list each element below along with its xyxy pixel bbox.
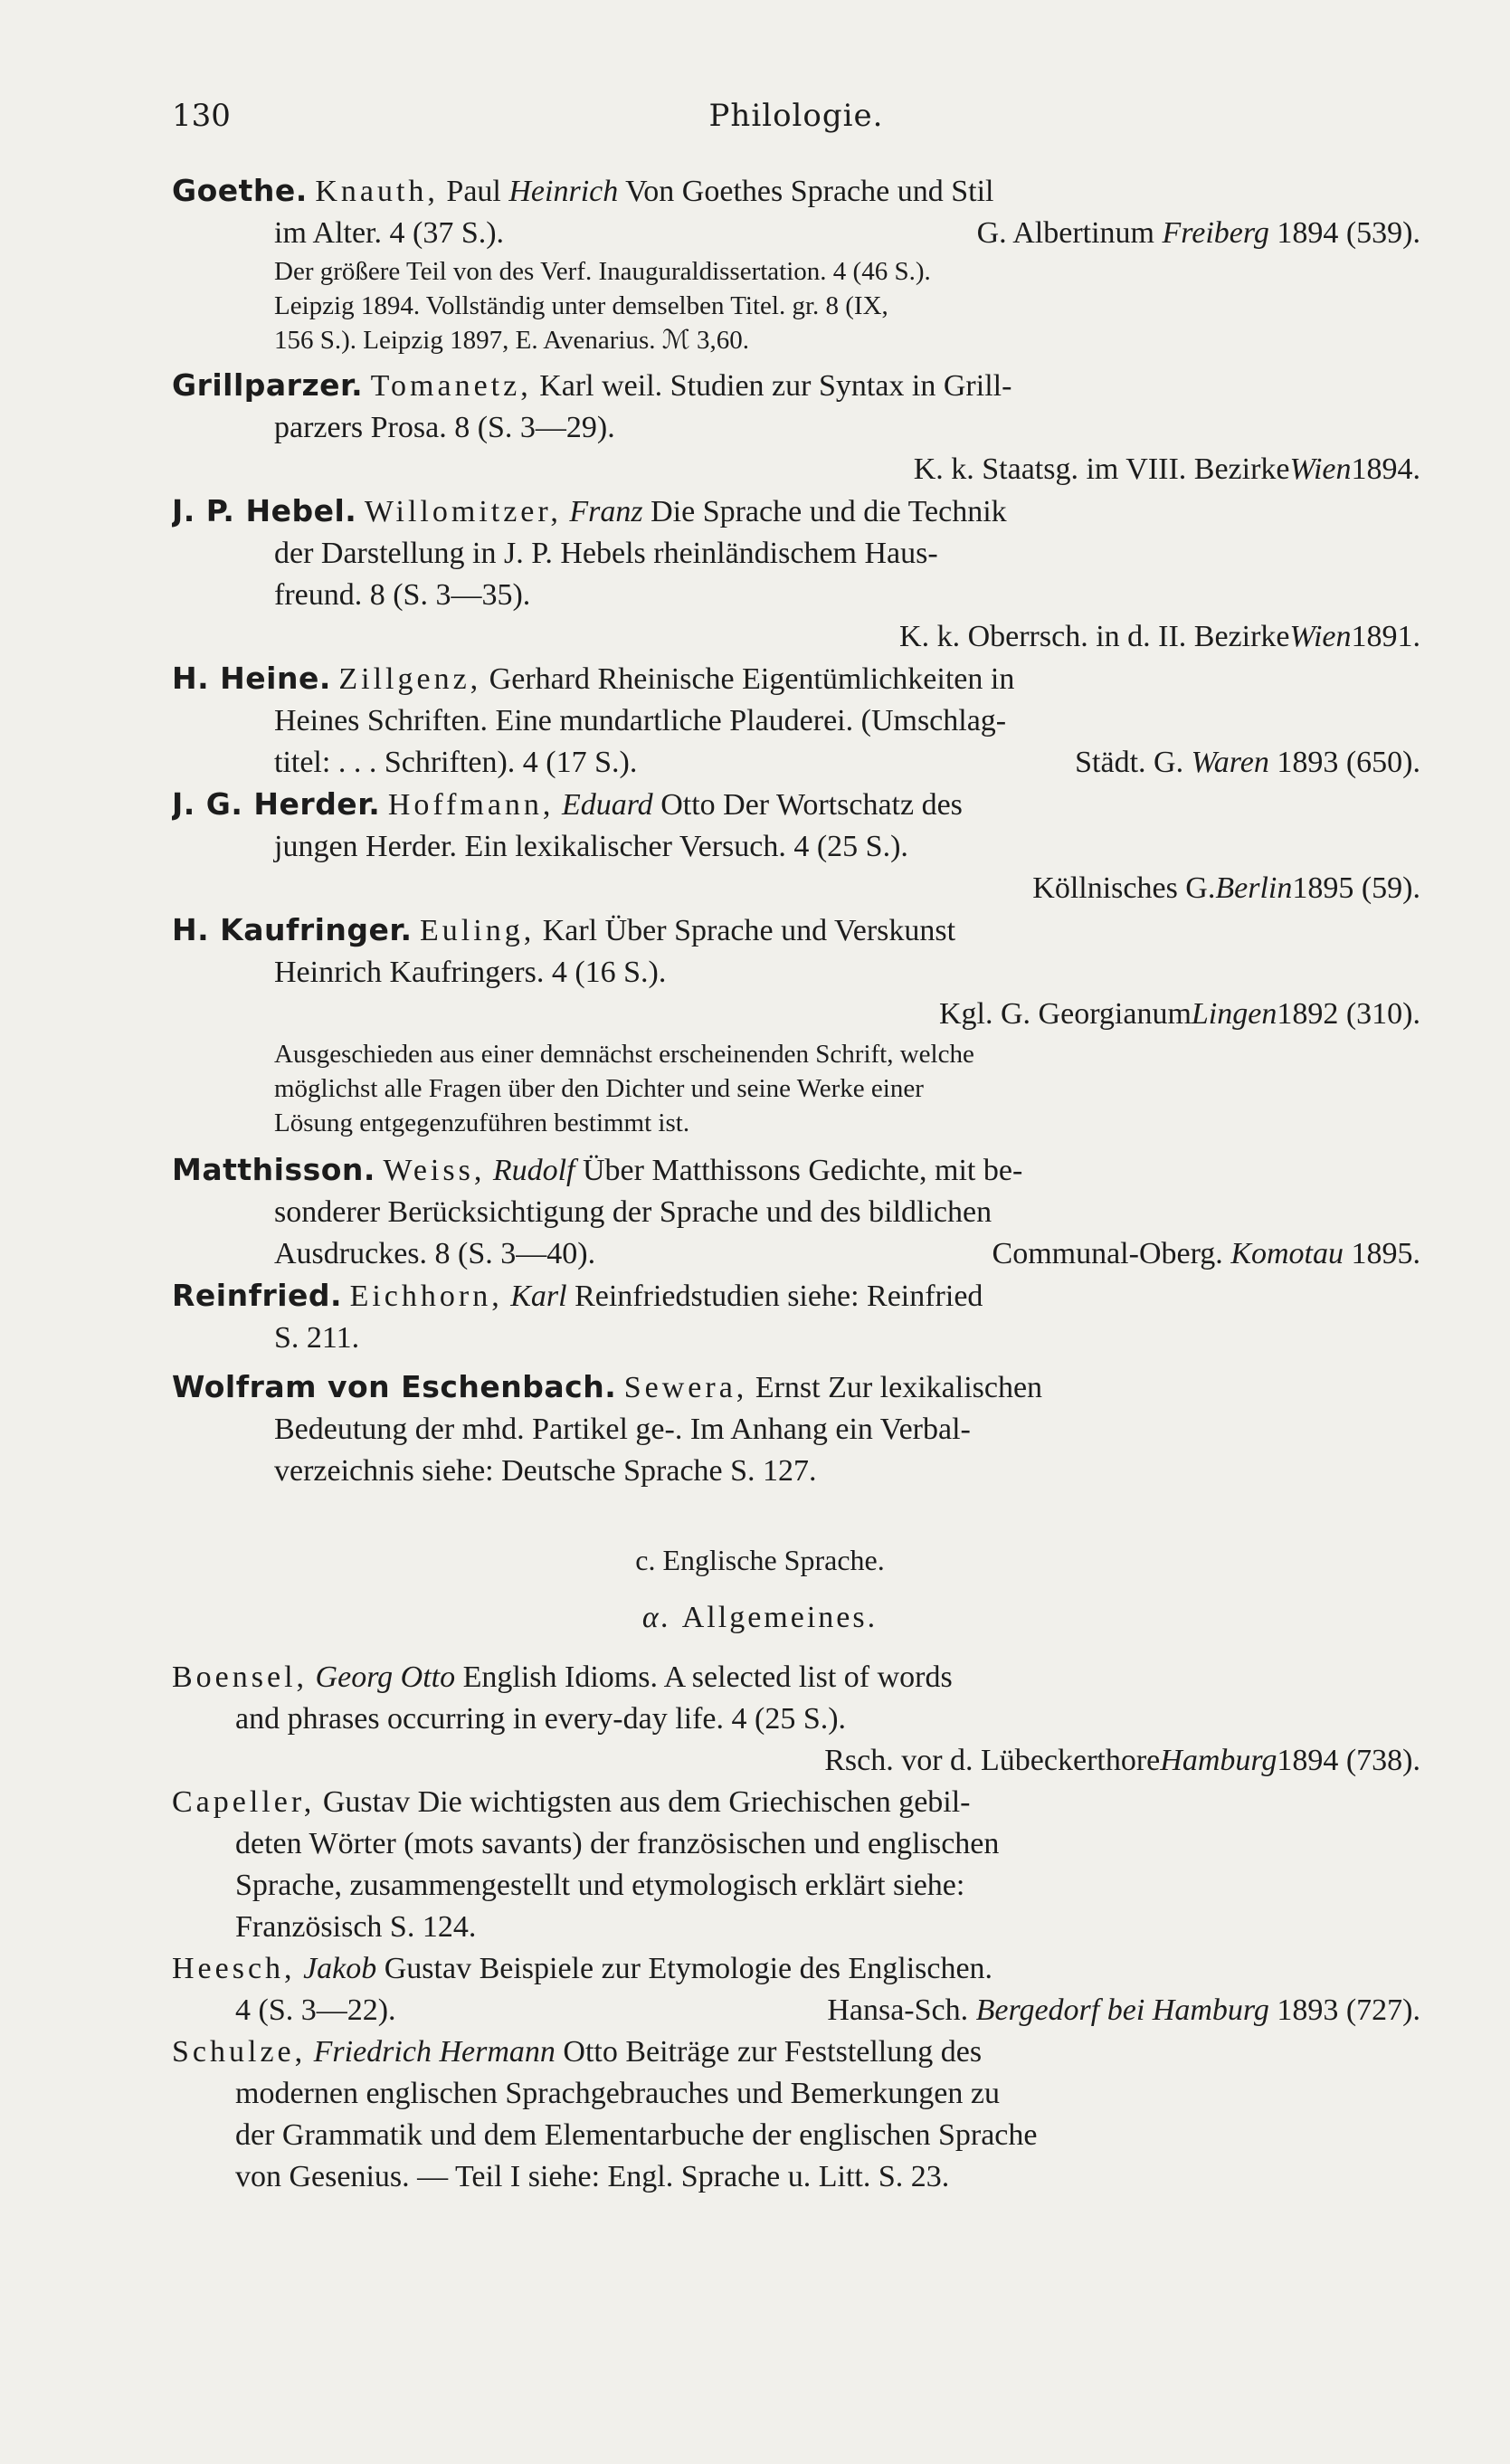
entry-wolfram xyxy=(172,1366,1420,1492)
entry-first-name: Friedrich Hermann xyxy=(313,2035,556,2069)
entry-title-line: Heines Schriften. Eine mundartliche Plauderei. (Umschlag- xyxy=(274,704,1007,737)
entry-first-name: Rudolf xyxy=(492,1154,575,1187)
entry-title-line: Otto Beiträge zur Feststellung des xyxy=(563,2035,983,2069)
entry-year: 1891. xyxy=(1351,620,1420,653)
entry-first-name: Karl xyxy=(510,1280,567,1313)
entry-first-name: Franz xyxy=(569,495,643,528)
entry-year: 1895 (59). xyxy=(1292,871,1420,905)
entry-grillparzer xyxy=(172,365,1420,490)
entry-title-line: Karl weil. Studien zur Syntax in Grill- xyxy=(539,369,1012,403)
entry-boensel xyxy=(172,1657,1420,1782)
entry-title-line: Otto Der Wortschatz des xyxy=(660,788,963,822)
entry-title: Von Goethes Sprache und Stil xyxy=(625,175,994,208)
entry-title-line: Gerhard Rheinische Eigentümlichkeiten in xyxy=(489,662,1015,696)
entry-small-line: 156 S.). Leipzig 1897, E. Avenarius. ℳ 3,60. xyxy=(274,326,750,355)
entry-format: Ausdruckes. 8 (S. 3—40). xyxy=(274,1237,596,1270)
page-content xyxy=(172,170,1420,2198)
entry-author: Weiss, xyxy=(383,1154,486,1187)
entry-school: Köllnisches G. xyxy=(1032,871,1216,905)
page-header xyxy=(172,98,1420,143)
entry-keyword: Wolfram von Eschenbach. xyxy=(172,1369,617,1404)
entry-title-line: Karl Über Sprache und Verskunst xyxy=(542,914,956,947)
entry-title-line: der Darstellung in J. P. Hebels rheinländischem Haus- xyxy=(274,537,938,570)
entry-author: Tomanetz, xyxy=(370,369,532,403)
entry-year: 1894 (539). xyxy=(1277,216,1420,250)
entry-author: Sewera, xyxy=(623,1371,748,1404)
entry-small-line: Der größere Teil von des Verf. Inauguraldissertation. 4 (46 S.). xyxy=(274,257,931,286)
entry-title-line: Heinrich Kaufringers. 4 (16 S.). xyxy=(274,956,667,989)
entry-school: K. k. Staatsg. im VIII. Bezirke xyxy=(913,452,1290,486)
entry-year: 1892 (310). xyxy=(1277,997,1420,1031)
entry-year: 1894 (738). xyxy=(1277,1744,1420,1777)
entry-school: G. Albertinum xyxy=(976,216,1154,250)
entry-school: Hansa-Sch. xyxy=(827,1993,969,2027)
entry-author: Schulze, xyxy=(172,2035,307,2069)
entry-heine xyxy=(172,658,1420,784)
note-line: möglichst alle Fragen über den Dichter und seine Werke einer xyxy=(274,1074,924,1103)
entry-kaufringer xyxy=(172,909,1420,1140)
entry-small-line: Leipzig 1894. Vollständig unter demselben Titel. gr. 8 (IX, xyxy=(274,291,888,320)
entry-title-line: S. 211. xyxy=(274,1321,360,1355)
entry-title-line: verzeichnis siehe: Deutsche Sprache S. 127. xyxy=(274,1454,817,1488)
page-number: 130 xyxy=(172,98,231,134)
entry-title-line: deten Wörter (mots savants) der französischen und englischen xyxy=(235,1827,1000,1860)
running-title: Philologie. xyxy=(708,98,884,134)
entry-author: Willomitzer, xyxy=(364,495,562,528)
entry-title-line: der Grammatik und dem Elementarbuche der englischen Sprache xyxy=(235,2118,1038,2152)
entry-note xyxy=(172,1037,1420,1140)
entry-title-line: Bedeutung der mhd. Partikel ge-. Im Anhang ein Verbal- xyxy=(274,1413,971,1446)
entry-herder xyxy=(172,784,1420,909)
entry-city: Wien xyxy=(1289,452,1352,486)
entry-keyword: J. G. Herder. xyxy=(172,786,381,822)
entry-title-line: Die Sprache und die Technik xyxy=(651,495,1007,528)
entry-reinfried xyxy=(172,1275,1420,1359)
entry-school: Städt. G. xyxy=(1075,746,1184,779)
entry-year: 1895. xyxy=(1351,1237,1420,1270)
entry-year: 1893 (650). xyxy=(1277,746,1420,779)
entry-author: Boensel, xyxy=(172,1660,309,1694)
entry-author: Knauth, xyxy=(315,175,439,208)
entry-city: Berlin xyxy=(1215,871,1293,905)
entry-city: Waren xyxy=(1191,746,1269,779)
entry-title-line: Französisch S. 124. xyxy=(235,1910,477,1944)
note-line: Lösung entgegenzuführen bestimmt ist. xyxy=(274,1108,690,1137)
entry-capeller xyxy=(172,1782,1420,1948)
entry-matthisson xyxy=(172,1149,1420,1275)
entry-first-name: Paul xyxy=(446,175,501,208)
entry-author: Capeller, xyxy=(172,1785,316,1819)
entry-first-name: Eduard xyxy=(561,788,653,822)
entry-city: Komotau xyxy=(1230,1237,1344,1270)
entry-school: Rsch. vor d. Lübeckerthore xyxy=(824,1744,1161,1777)
entry-goethe xyxy=(172,170,1420,357)
entry-title-line: Gustav Die wichtigsten aus dem Griechischen gebil- xyxy=(322,1785,971,1819)
entry-title-line: and phrases occurring in every-day life. 4 (25 S.). xyxy=(235,1702,847,1736)
entry-city: Bergedorf bei Hamburg xyxy=(975,1993,1269,2027)
entry-title-line: modernen englischen Sprachgebrauches und Bemerkungen zu xyxy=(235,2077,1000,2110)
entry-format: titel: . . . Schriften). 4 (17 S.). xyxy=(274,746,638,779)
entry-school: K. k. Oberrsch. in d. II. Bezirke xyxy=(899,620,1290,653)
entry-keyword: Reinfried. xyxy=(172,1278,343,1313)
entry-school: Communal-Oberg. xyxy=(992,1237,1223,1270)
entry-title-line: Sprache, zusammengestellt und etymologisch erklärt siehe: xyxy=(235,1869,965,1902)
entry-city: Freiberg xyxy=(1162,216,1269,250)
entry-author: Zillgenz, xyxy=(338,662,482,696)
entry-city: Hamburg xyxy=(1160,1744,1277,1777)
note-line: Ausgeschieden aus einer demnächst erscheinenden Schrift, welche xyxy=(274,1040,974,1069)
entry-hebel xyxy=(172,490,1420,658)
entry-author: Euling, xyxy=(420,914,536,947)
entry-heesch xyxy=(172,1948,1420,2031)
entry-title-line: Über Matthissons Gedichte, mit be- xyxy=(583,1154,1023,1187)
subsection-title xyxy=(172,1597,1420,1639)
entry-first-name-italic: Heinrich xyxy=(508,175,619,208)
entry-year: 1894. xyxy=(1351,452,1420,486)
entry-title-line: sonderer Berücksichtigung der Sprache und des bildlichen xyxy=(274,1195,992,1229)
entry-title-line: von Gesenius. — Teil I siehe: Engl. Sprache u. Litt. S. 23. xyxy=(235,2160,950,2193)
entry-title-line: Ernst Zur lexikalischen xyxy=(755,1371,1043,1404)
entry-keyword: Goethe. xyxy=(172,173,308,208)
entry-keyword: H. Kaufringer. xyxy=(172,912,413,947)
entry-format: im Alter. 4 (37 S.). xyxy=(274,216,505,250)
entry-author: Eichhorn, xyxy=(349,1280,503,1313)
entry-school: Kgl. G. Georgianum xyxy=(939,997,1192,1031)
entry-author: Hoffmann, xyxy=(387,788,555,822)
entry-first-name: Jakob xyxy=(303,1952,377,1985)
entry-title-line: parzers Prosa. 8 (S. 3—29). xyxy=(274,411,615,444)
entry-keyword: J. P. Hebel. xyxy=(172,493,357,528)
entry-author: Heesch, xyxy=(172,1952,296,1985)
entry-schulze xyxy=(172,2031,1420,2198)
entry-keyword: H. Heine. xyxy=(172,661,331,696)
entry-title-line: freund. 8 (S. 3—35). xyxy=(274,578,531,612)
entry-city: Wien xyxy=(1289,620,1352,653)
subsection-letter: α. xyxy=(641,1601,672,1634)
entry-year: 1893 (727). xyxy=(1277,1993,1420,2027)
entry-format: 4 (S. 3—22). xyxy=(235,1993,396,2027)
entry-keyword: Matthisson. xyxy=(172,1152,375,1187)
entry-city: Lingen xyxy=(1191,997,1277,1031)
entry-title-line: Reinfriedstudien siehe: Reinfried xyxy=(575,1280,983,1313)
entry-keyword: Grillparzer. xyxy=(172,367,364,403)
section-title: c. Englische Sprache. xyxy=(635,1544,885,1576)
entry-title-line: jungen Herder. Ein lexikalischer Versuch. 4 (25 S.). xyxy=(274,830,908,863)
entry-first-name: Georg Otto xyxy=(315,1660,456,1694)
entry-title-line: English Idioms. A selected list of words xyxy=(462,1660,953,1694)
subsection-name: Allgemeines. xyxy=(681,1601,878,1634)
entry-title-line: Gustav Beispiele zur Etymologie des Englischen. xyxy=(384,1952,993,1985)
